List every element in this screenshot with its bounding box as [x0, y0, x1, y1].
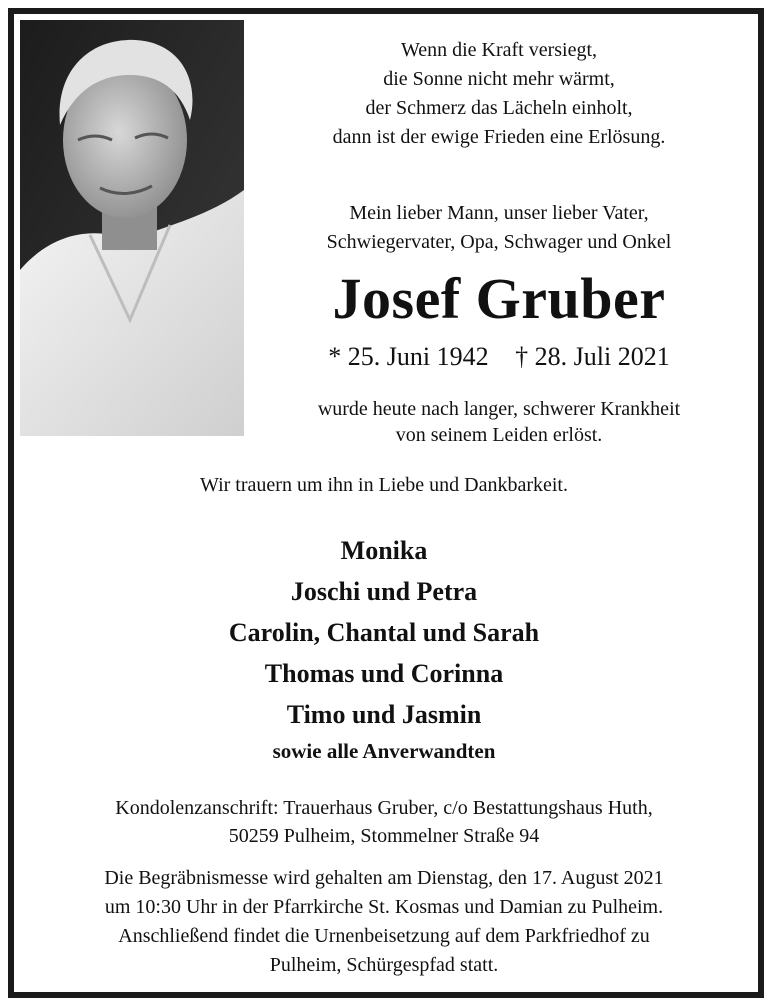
- funeral-line: Die Begräbnismesse wird gehalten am Dienstag, den 17. August 2021: [104, 867, 664, 889]
- poem-line: dann ist der ewige Frieden eine Erlösung.: [332, 126, 666, 148]
- obituary-frame: [8, 8, 764, 998]
- family-list: [74, 530, 694, 735]
- life-dates: [264, 341, 734, 373]
- portrait-photo: [20, 20, 244, 436]
- portrait-illustration: [20, 20, 244, 436]
- passing-line: von seinem Leiden erlöst.: [395, 424, 603, 446]
- family-member: Thomas und Corinna: [264, 659, 504, 688]
- funeral-line: Anschließend findet die Urnenbeisetzung auf dem Parkfriedhof zu: [118, 925, 650, 947]
- passing-line: wurde heute nach langer, schwerer Krankheit: [317, 398, 681, 420]
- intro-line: Mein lieber Mann, unser lieber Vater,: [349, 202, 649, 224]
- poem-line: die Sonne nicht mehr wärmt,: [383, 68, 615, 90]
- family-member: Carolin, Chantal und Sarah: [228, 618, 540, 647]
- funeral-line: Pulheim, Schürgespfad statt.: [269, 954, 499, 976]
- family-member: Monika: [340, 536, 428, 565]
- death-date: † 28. Juli 2021: [515, 342, 670, 371]
- funeral-details: [34, 864, 734, 980]
- relationship-intro: [264, 199, 734, 257]
- birth-date: * 25. Juni 1942: [328, 342, 489, 371]
- intro-line: Schwiegervater, Opa, Schwager und Onkel: [326, 231, 672, 253]
- poem-line: Wenn die Kraft versiegt,: [400, 39, 598, 61]
- poem-verse: [264, 36, 734, 152]
- family-member: Joschi und Petra: [290, 577, 478, 606]
- relatives-line: sowie alle Anverwandten: [272, 739, 496, 763]
- funeral-line: um 10:30 Uhr in der Pfarrkirche St. Kosmas und Damian zu Pulheim.: [104, 896, 664, 918]
- address-line: 50259 Pulheim, Stommelner Straße 94: [228, 825, 540, 847]
- passing-note: [264, 396, 734, 448]
- address-line: Kondolenzanschrift: Trauerhaus Gruber, c/o Bestattungshaus Huth,: [115, 797, 653, 819]
- deceased-name: Josef Gruber: [332, 266, 666, 331]
- family-member: Timo und Jasmin: [286, 700, 482, 729]
- poem-line: der Schmerz das Lächeln einholt,: [365, 97, 633, 119]
- mourning-statement: Wir trauern um ihn in Liebe und Dankbarkeit.: [200, 474, 568, 496]
- condolence-address: [44, 794, 724, 850]
